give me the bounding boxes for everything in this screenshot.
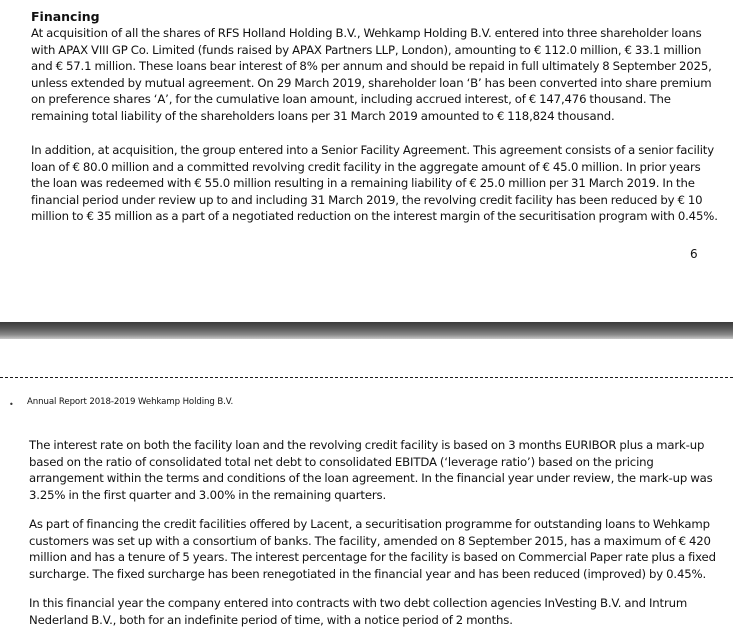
paragraph-senior-facility: In addition, at acquisition, the group entered into a Senior Facility Agreement. This agreement consists of a senior facility loan of € 80.0 million and a committed revolving credit facility in the aggregate amount of € 45.0 million. In prior years the loan was redeemed with € 55.0 million resulting in a remaining liability of € 25.0 million per 31 March 2019. In the financial period under review up to and including 31 March 2019, the revolving credit facility has been reduced by € 10 million to € 35 million as a part of a negotiated reduction on the interest margin of the securitisation program with 0.45%. <box>31 143 718 224</box>
section-heading: Financing <box>31 9 100 24</box>
margin-mark: • <box>9 400 14 409</box>
scan-artifact-line <box>0 377 733 378</box>
paragraph-debt-collection: In this financial year the company entered into contracts with two debt collection agencies InVesting B.V. and Intrum Nederland B.V., both for an indefinite period of time, with a notice period of 2 months. <box>29 596 688 627</box>
page-number: 6 <box>690 247 698 261</box>
page-separator <box>0 322 733 339</box>
paragraph-securitisation: As part of financing the credit facilities offered by Lacent, a securitisation programme for outstanding loans to Wehkamp customers was set up with a consortium of banks. The facility, amended on 8 September 2015, has a maximum of € 420 million and has a tenure of 5 years. The interest percentage for the facility is based on Commercial Paper rate plus a fixed surcharge. The fixed surcharge has been renegotiated in the financial year and has been reduced (improved) by 0.45%. <box>29 517 716 581</box>
paragraph-interest-rate: The interest rate on both the facility loan and the revolving credit facility is based on 3 months EURIBOR plus a mark-up based on the ratio of consolidated total net debt to consolidated EBITDA (‘leverage ratio’) based on the pricing arrangement within the terms and conditions of the loan agreement. In the financial year under review, the mark-up was 3.25% in the first quarter and 3.00% in the remaining quarters. <box>29 438 713 502</box>
running-header: Annual Report 2018-2019 Wehkamp Holding B.V. <box>27 397 234 407</box>
paragraph-shareholder-loans: At acquisition of all the shares of RFS Holland Holding B.V., Wehkamp Holding B.V. entered into three shareholder loans with APAX VIII GP Co. Limited (funds raised by APAX Partners LLP, London), amounting to € 112.0 million, € 33.1 million and € 57.1 million. These loans bear interest of 8% per annum and should be repaid in full ultimately 8 September 2025, unless extended by mutual agreement. On 29 March 2019, shareholder loan ‘B’ has been converted into share premium on preference shares ‘A’, for the cumulative loan amount, including accrued interest, of € 147,476 thousand. The remaining total liability of the shareholders loans per 31 March 2019 amounted to € 118,824 thousand. <box>31 26 712 123</box>
